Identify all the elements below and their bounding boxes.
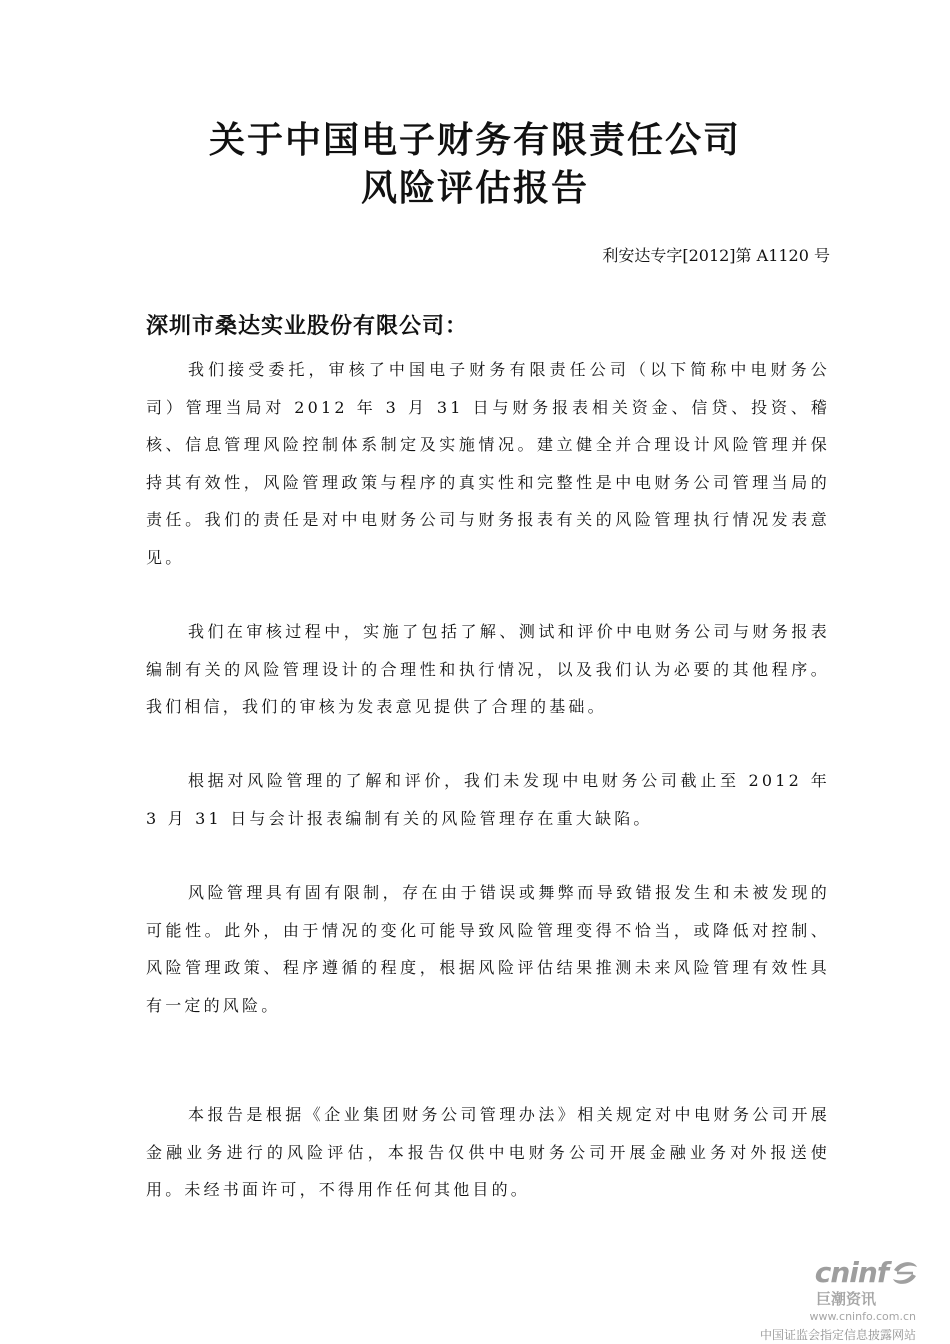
report-title-line-2: 风险评估报告 [360, 168, 589, 209]
paragraph-3: 根据对风险管理的了解和评价，我们未发现中电财务公司截止至 2012 年 3 月 31 日与会计报表编制有关的风险管理存在重大缺陷。 [146, 771, 830, 828]
report-title-line-1: 关于中国电子财务有限责任公司 [208, 120, 741, 161]
paragraph-1: 我们接受委托，审核了中国电子财务有限责任公司（以下简称中电财务公司）管理当局对 2012 年 3 月 31 日与财务报表相关资金、信贷、投资、稽核、信息管理风险控制体系制定及实施情况。建立健全并合理设计风险管理并保持其有效性，风险管理政策与程序的真实性和完整性是中电财务公司管理当局的责任。我们的责任是对中电财务公司与财务报表有关的风险管理执行情况发表意见。 [146, 360, 830, 567]
document-number: 利安达专字[2012]第 A1120 号 [602, 246, 830, 265]
swirl-icon [890, 1258, 920, 1288]
cninfo-logo-text: cninf [814, 1256, 888, 1289]
paragraph-5: 本报告是根据《企业集团财务公司管理办法》相关规定对中电财务公司开展金融业务进行的风险评估，本报告仅供中电财务公司开展金融业务对外报送使用。未经书面许可，不得用作任何其他目的。 [146, 1105, 830, 1200]
paragraph-2: 我们在审核过程中，实施了包括了解、测试和评价中电财务公司与财务报表编制有关的风险管理设计的合理性和执行情况，以及我们认为必要的其他程序。我们相信，我们的审核为发表意见提供了合理的基础。 [146, 622, 830, 717]
paragraph-4: 风险管理具有固有限制，存在由于错误或舞弊而导致错报发生和未被发现的可能性。此外，由于情况的变化可能导致风险管理变得不恰当，或降低对控制、风险管理政策、程序遵循的程度，根据风险评估结果推测未来风险管理有效性具有一定的风险。 [146, 883, 830, 1015]
cninfo-watermark [759, 1256, 916, 1342]
cninfo-url: www.cninfo.com.cn [809, 1310, 916, 1323]
cninfo-footer-text: 中国证监会指定信息披露网站 [759, 1328, 916, 1342]
cninfo-chinese-name: 巨潮资讯 [815, 1290, 876, 1308]
addressee: 深圳市桑达实业股份有限公司： [146, 314, 469, 339]
